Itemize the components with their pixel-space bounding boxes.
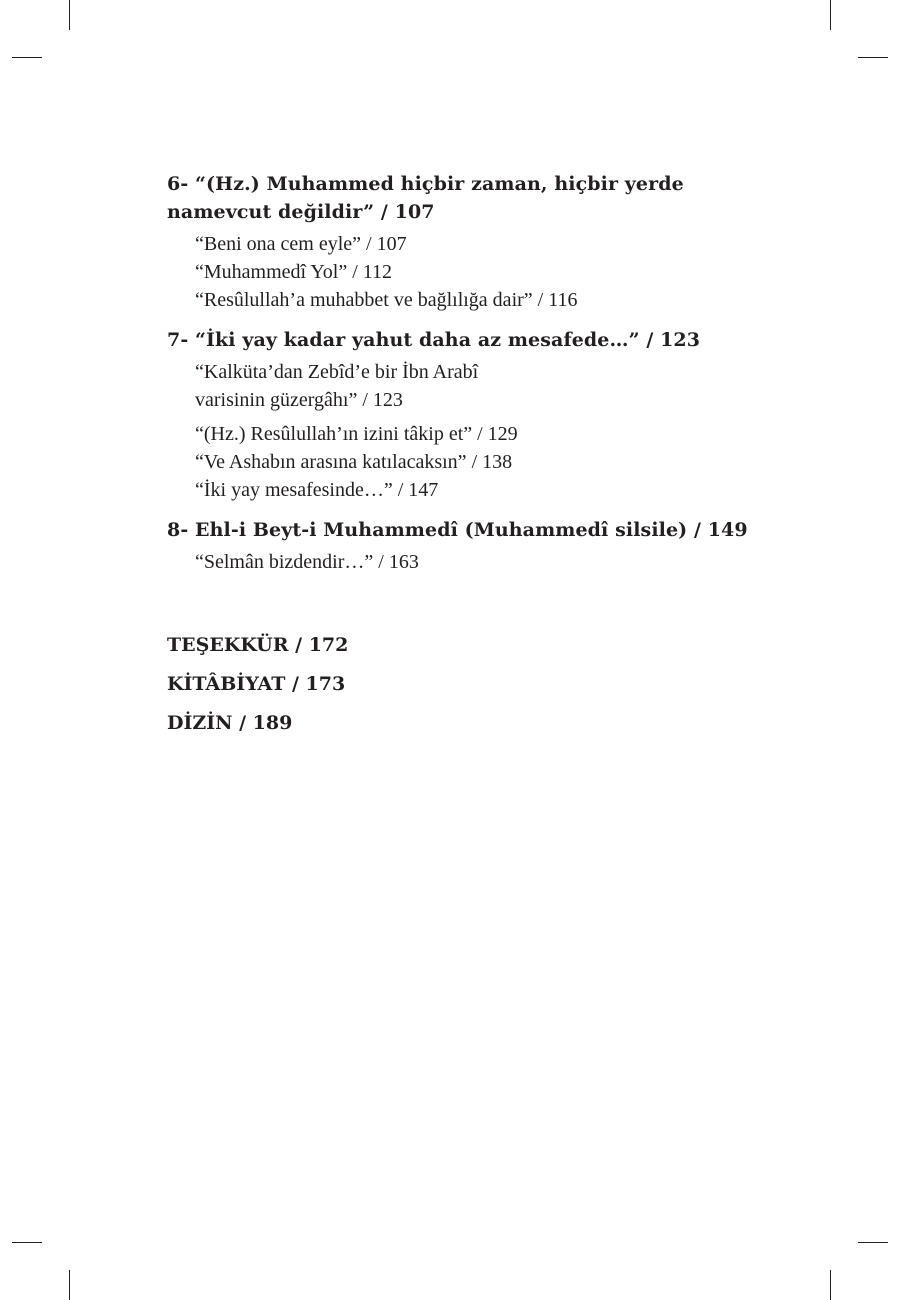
section-entry: varisinin güzergâhı” / 123 xyxy=(195,389,403,411)
crop-mark-left-bottom xyxy=(12,1242,42,1243)
section-entry: “İki yay mesafesinde…” / 147 xyxy=(195,479,439,501)
chapter-title-line: 7- “İki yay kadar yahut daha az mesafede…” / 123 xyxy=(167,329,701,351)
crop-mark-right-top xyxy=(858,57,888,58)
crop-mark-top-left xyxy=(69,0,70,30)
crop-mark-bottom-right xyxy=(830,1270,831,1300)
crop-mark-bottom-left xyxy=(69,1270,70,1300)
chapter-title-line: 6- “(Hz.) Muhammed hiçbir zaman, hiçbir yerde xyxy=(167,173,684,195)
section-list xyxy=(167,548,817,576)
crop-mark-left-top xyxy=(12,57,42,58)
chapter-title xyxy=(167,326,817,354)
chapter-8 xyxy=(167,516,817,576)
back-matter-entry: DİZİN / 189 xyxy=(167,712,293,734)
section-list xyxy=(167,230,817,314)
chapter-7 xyxy=(167,326,817,504)
chapter-title xyxy=(167,170,817,226)
section-entry: “(Hz.) Resûlullah’ın izini tâkip et” / 129 xyxy=(195,423,518,445)
section-list xyxy=(167,358,817,504)
section-entry: “Beni ona cem eyle” / 107 xyxy=(195,233,407,255)
back-matter-entry: TEŞEKKÜR / 172 xyxy=(167,634,349,656)
section-entry: “Kalküta’dan Zebîd’e bir İbn Arabî xyxy=(195,361,479,383)
section-entry: “Ve Ashabın arasına katılacaksın” / 138 xyxy=(195,451,513,473)
chapter-6 xyxy=(167,170,817,314)
back-matter-list xyxy=(167,626,348,743)
crop-mark-right-bottom xyxy=(858,1242,888,1243)
chapter-title-line: 8- Ehl-i Beyt-i Muhammedî (Muhammedî silsile) / 149 xyxy=(167,519,748,541)
crop-mark-top-right xyxy=(830,0,831,30)
section-entry: “Selmân bizdendir…” / 163 xyxy=(195,551,419,573)
table-of-contents xyxy=(167,170,817,588)
chapter-title-line: namevcut değildir” / 107 xyxy=(167,201,435,223)
back-matter-entry: KİTÂBİYAT / 173 xyxy=(167,673,346,695)
chapter-title xyxy=(167,516,817,544)
section-entry: “Resûlullah’a muhabbet ve bağlılığa dair” / 116 xyxy=(195,289,578,311)
section-entry: “Muhammedî Yol” / 112 xyxy=(195,261,393,283)
